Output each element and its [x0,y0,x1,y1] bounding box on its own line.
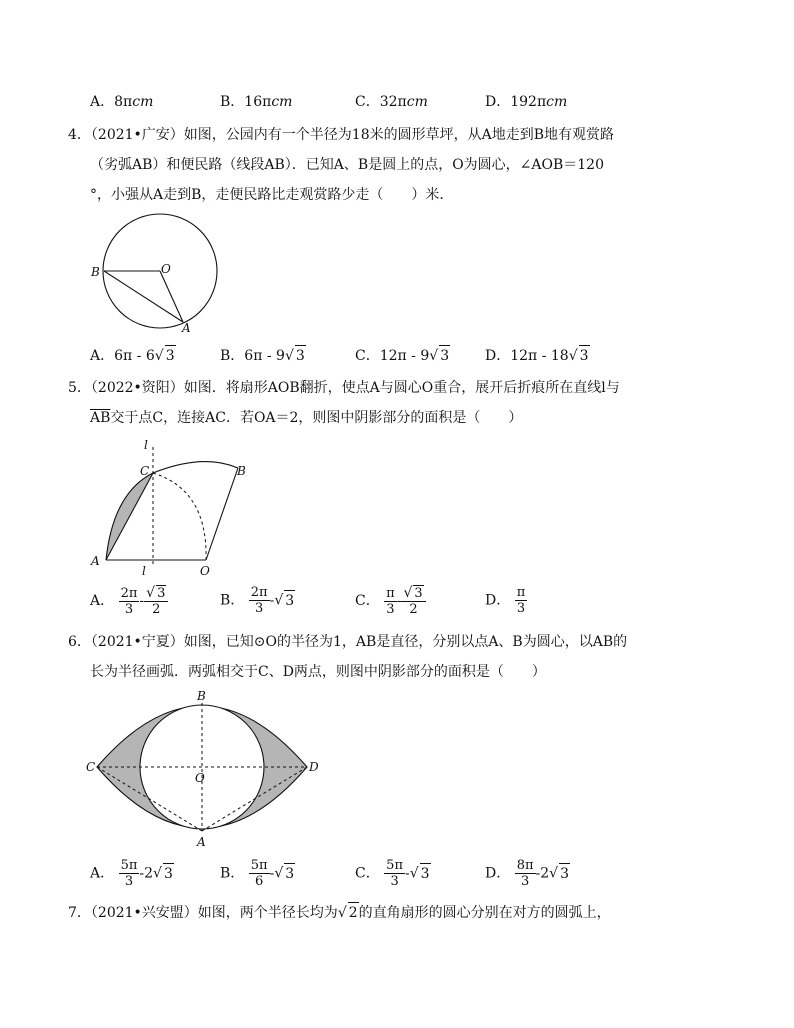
q3-option-b: B．16πcm [220,94,293,110]
q6-label-d: D [309,760,319,774]
q6-line1: 6．（2021•宁夏）如图，已知⊙O的半径为1，AB是直径，分别以点A、B为圆心，以AB的 [68,634,628,650]
q4-option-a: A．6π - 6√ 3 [90,345,176,366]
q4-option-c: C．12π - 9√ 3 [355,345,450,366]
q3-option-c: C．32πcm [355,94,428,110]
q5-option-d: D． $\frac{\pi}{3}$ [485,585,526,616]
q4-line3: °，小强从A走到B，走便民路比走观赏路少走（ ）米． [90,187,454,203]
q6-figure [85,685,325,850]
q5-line1: 5．（2022•资阳）如图．将扇形AOB翻折，使点A与圆心O重合，展开后折痕所在直线l与 [68,380,620,396]
q5-label-a: A [91,554,100,568]
q6-label-b: B [197,689,206,703]
q6-option-d: D． $\frac{8\pi}{3}$ -2√ 3 [485,858,569,889]
q5-line2: $\overline{AB}$交于点C，连接AC．若OA＝2，则图中阴影部分的面积是（ ） [90,410,523,426]
q6-line2: 长为半径画弧．两弧相交于C、D两点，则图中阴影部分的面积是（ ） [90,664,546,680]
q4-line2: （劣弧AB）和便民路（线段AB）．已知A、B是圆上的点，O为圆心，∠AOB＝120 [90,157,604,173]
q5-label-c: C [140,464,150,478]
q6-option-a: A． $\frac{5\pi}{3}$ -2√ 3 [90,858,173,889]
q6-label-c: C [86,760,96,774]
q6-label-o: O [195,771,205,785]
q4-option-d: D．12π - 18√ 3 [485,345,590,366]
q7-line1: 7．（2021•兴安盟）如图，两个半径长均为√ 2的直角扇形的圆心分别在对方的圆弧上， [68,902,611,923]
q4-label-a: A [182,321,191,335]
q4-option-b: B．6π - 9√ 3 [220,345,306,366]
q4-line1: 4．（2021•广安）如图，公园内有一个半径为18米的圆形草坪，从A地走到B地有观赏路 [68,127,615,143]
q5-label-b: B [237,464,246,478]
q5-option-c: C． $\frac{\pi}{3}$ - $\frac{√ 3}{2}$ [355,585,426,617]
q6-label-a: A [197,835,206,849]
q3-option-d: D．192πcm [485,94,568,110]
q3-option-a: A．8πcm [90,94,154,110]
q6-option-b: B． $\frac{5\pi}{6}$ -√ 3 [220,858,295,889]
q4-label-b: B [91,265,100,279]
q4-figure [88,210,228,335]
q5-option-a: A． $\frac{2\pi}{3}$ - $\frac{√ 3}{2}$ [90,585,168,617]
q5-option-b: B． $\frac{2\pi}{3}$ -√ 3 [220,585,295,616]
q6-option-c: C． $\frac{5\pi}{3}$ -√ 3 [355,858,430,889]
q5-label-o: O [200,564,210,578]
q5-label-l-bottom: l [142,564,146,578]
q4-label-o: O [161,262,171,276]
q5-label-l-top: l [144,438,148,452]
q5-figure [88,435,258,580]
q5-arc-ab: $\overline{AB}$ [90,410,111,426]
